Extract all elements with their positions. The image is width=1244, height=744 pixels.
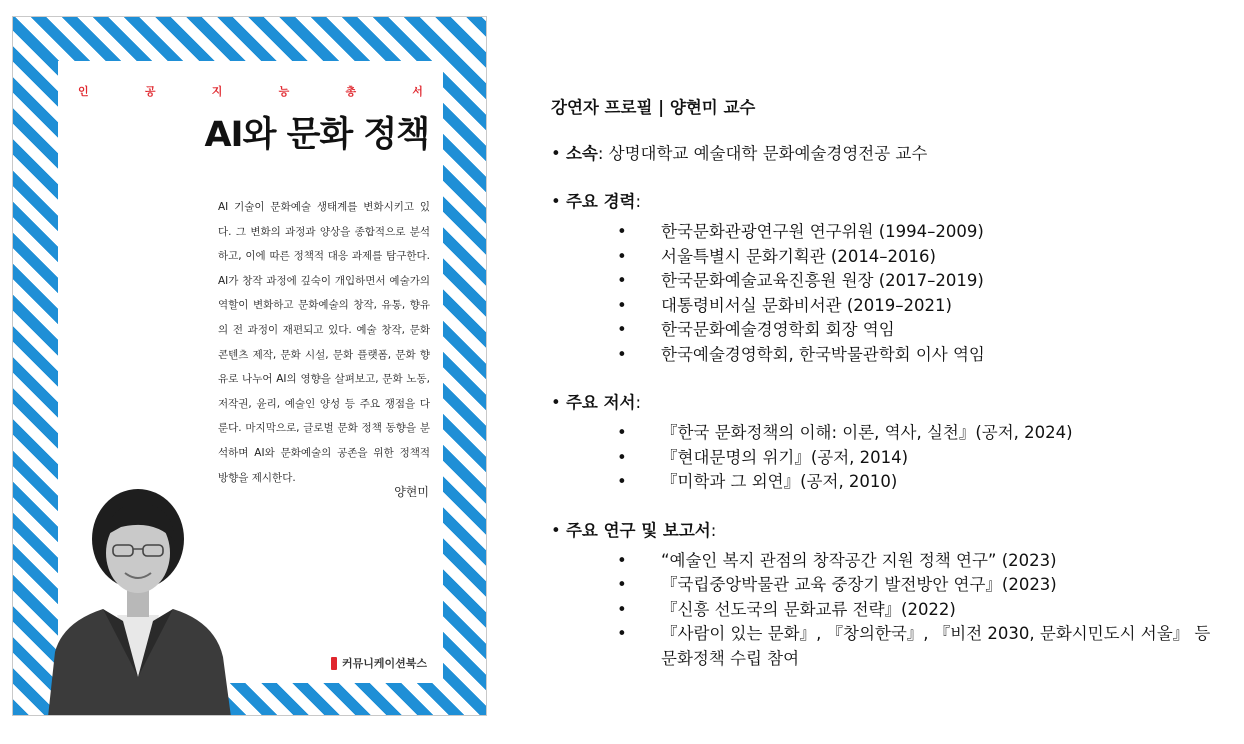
research-label: 주요 연구 및 보고서 <box>565 520 711 540</box>
publisher-mark-icon <box>331 657 337 670</box>
series-char: 지 <box>211 85 223 98</box>
series-char: 능 <box>278 85 290 98</box>
speaker-profile <box>551 94 1221 671</box>
list-item: • 『사람이 있는 문화』, 『창의한국』, 『비전 2030, 문화시민도시 서울』 등 문화정책 수립 참여 <box>551 622 1221 671</box>
book-cover <box>12 16 487 716</box>
career-label: 주요 경력 <box>565 192 636 211</box>
author-portrait <box>43 487 233 716</box>
list-item: • 서울특별시 문화기획관 (2014–2016) <box>551 245 1221 270</box>
affiliation-label: 소속 <box>565 144 598 163</box>
series-char: 공 <box>144 85 156 98</box>
affiliation-value: : 상명대학교 예술대학 문화예술경영전공 교수 <box>597 144 928 163</box>
series-label <box>78 83 423 99</box>
list-item: • “예술인 복지 관점의 창작공간 지원 정책 연구” (2023) <box>551 549 1221 574</box>
publisher-logo <box>331 655 427 671</box>
books-list <box>551 421 1221 495</box>
list-item: • 『신흥 선도국의 문화교류 전략』(2022) <box>551 598 1221 623</box>
research-section: • 주요 연구 및 보고서: • “예술인 복지 관점의 창작공간 지원 정책 연구” (2023) • 『국립중앙박물관 교육 중장기 발전방안 연구』(2023) • 『신흥 선도국의 문화교류 전략』(2022) • 『사람이 있는 문화』, 『창의한국』, 『비전 2030, 문화시민도시 서울』 등 문화정책 수립 참여 <box>551 519 1221 672</box>
list-item: • 대통령비서실 문화비서관 (2019–2021) <box>551 294 1221 319</box>
list-item: • 『한국 문화정책의 이해: 이론, 역사, 실천』(공저, 2024) <box>551 421 1221 446</box>
series-char: 총 <box>345 85 357 98</box>
list-item: • 『국립중앙박물관 교육 중장기 발전방안 연구』(2023) <box>551 573 1221 598</box>
profile-title: 강연자 프로필 | 양현미 교수 <box>551 98 756 117</box>
career-list <box>551 220 1221 367</box>
list-item: • 『현대문명의 위기』(공저, 2014) <box>551 446 1221 471</box>
books-label: 주요 저서 <box>565 393 636 412</box>
book-blurb: AI 기술이 문화예술 생태계를 변화시키고 있다. 그 변화의 과정과 양상을 종합적으로 분석하고, 이에 따른 정책적 대응 과제를 탐구한다. AI가 창작 과정에 깊숙이 개입하면서 예술가의 역할이 변화하고 문화예술의 창작, 유통, 향유의 전 과정이 재편되고 있다. 예술 창작, 문화 콘텐츠 제작, 문화 시설, 문화 플랫폼, 문화 향유로 나누어 AI의 영향을 살펴보고, 문화 노동, 저작권, 윤리, 예술인 양성 등 주요 쟁점을 다룬다. 마지막으로, 글로벌 문화 정책 동향을 분석하며 AI와 문화예술의 공존을 위한 정책적 방향을 제시한다. <box>218 201 430 484</box>
cover-author: 양현미 <box>394 485 429 499</box>
book-title: AI와 문화 정책 <box>204 115 429 155</box>
list-item: • 한국예술경영학회, 한국박물관학회 이사 역임 <box>551 343 1221 368</box>
books-section: • 주요 저서: • 『한국 문화정책의 이해: 이론, 역사, 실천』(공저, 2024) • 『현대문명의 위기』(공저, 2014) • 『미학과 그 외연』(공저, 2010) <box>551 391 1221 495</box>
list-item: • 한국문화관광연구원 연구위원 (1994–2009) <box>551 220 1221 245</box>
list-item: • 한국문화예술경영학회 회장 역임 <box>551 318 1221 343</box>
research-list <box>551 549 1221 672</box>
list-item: • 한국문화예술교육진흥원 원장 (2017–2019) <box>551 269 1221 294</box>
affiliation-section: • 소속: 상명대학교 예술대학 문화예술경영전공 교수 <box>551 144 928 163</box>
publisher-name: 커뮤니케이션북스 <box>341 657 427 670</box>
list-item: • 『미학과 그 외연』(공저, 2010) <box>551 470 1221 495</box>
career-section: • 주요 경력: • 한국문화관광연구원 연구위원 (1994–2009) • 서울특별시 문화기획관 (2014–2016) • 한국문화예술교육진흥원 원장 (2017–2019) • 대통령비서실 문화비서관 (2019–2021) • 한국문화예술경영학회 회장 역임 • 한국예술경영학회, 한국박물관학회 이사 역임 <box>551 190 1221 367</box>
series-char: 인 <box>78 85 89 98</box>
series-char: 서 <box>412 85 423 98</box>
